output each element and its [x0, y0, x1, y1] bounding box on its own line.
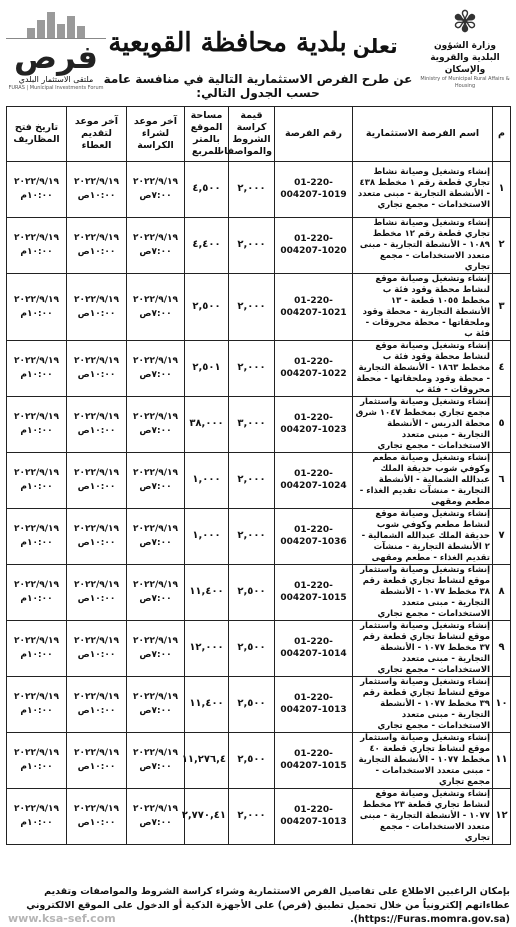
- site-area: ٤,٤٠٠: [185, 217, 229, 273]
- bid-deadline-date: ٢٠٢٢/٩/١٩: [73, 804, 120, 814]
- envelope-opening-date: ٢٠٢٢/٩/١٩: [13, 804, 60, 814]
- col-header: تاريخ فتح المظاريف: [7, 107, 67, 162]
- opportunity-name: إنشاء وتشغيل وصيانة نشاط تجاري قطعة رقم ١ مخطط ٤٣٨ - الأنشطة التجارية - مبنى متعدد الاستخدامات - مجمع تجاري: [353, 162, 493, 218]
- ministry-logo: [420, 6, 510, 102]
- bid-deadline-time: ١٠:٠٠ص: [77, 191, 116, 202]
- buy-deadline-date: ٢٠٢٢/٩/١٩: [132, 233, 179, 243]
- envelope-opening-time: ١٠:٠٠م: [20, 594, 53, 604]
- booklet-fee: ٢,٥٠٠: [229, 564, 275, 620]
- envelope-opening-date: ٢٠٢٢/٩/١٩: [13, 468, 60, 478]
- envelope-opening-date: ٢٠٢٢/٩/١٩: [13, 748, 60, 758]
- site-area: ١,٠٠٠: [185, 508, 229, 564]
- skyline-icon: [6, 8, 106, 39]
- bid-deadline: [67, 732, 127, 788]
- site-area: ١١,٢٧٦,٤: [185, 732, 229, 788]
- furas-subtitle-en: FURAS | Municipal Investments Forum: [8, 85, 104, 91]
- envelope-opening: [7, 340, 67, 396]
- envelope-opening-date: ٢٠٢٢/٩/١٩: [13, 177, 60, 188]
- buy-deadline-date: ٢٠٢٢/٩/١٩: [132, 804, 179, 814]
- table-row: [7, 620, 511, 676]
- opportunity-ref: 01-220-004207-1024: [275, 452, 353, 508]
- bid-deadline: [67, 396, 127, 452]
- table-row: [7, 162, 511, 218]
- opportunity-ref: 01-220-004207-1015: [275, 564, 353, 620]
- envelope-opening-date: ٢٠٢٢/٩/١٩: [13, 412, 60, 422]
- envelope-opening-time: ١٠:٠٠م: [20, 308, 53, 319]
- buy-deadline: [127, 788, 185, 844]
- opportunity-name: إنشاء وتشغيل وصيانة موقع لنشاط تجاري قطعة ٢٣ مخطط ١٠٧٧ - الأنشطة التجارية - مبنى متعدد الاستخدامات - مجمع تجاري: [353, 788, 493, 844]
- envelope-opening: [7, 564, 67, 620]
- header: [0, 0, 516, 108]
- table-row: [7, 452, 511, 508]
- bid-deadline: [67, 273, 127, 340]
- buy-deadline-time: ٧:٠٠ص: [139, 594, 172, 604]
- site-area: ٣٨,٠٠٠: [185, 396, 229, 452]
- buy-deadline-time: ٧:٠٠ص: [139, 426, 172, 436]
- bid-deadline: [67, 620, 127, 676]
- bid-deadline: [67, 564, 127, 620]
- buy-deadline-time: ٧:٠٠ص: [139, 308, 172, 319]
- envelope-opening-time: ١٠:٠٠م: [20, 538, 53, 548]
- envelope-opening: [7, 676, 67, 732]
- opportunity-ref: 01-220-004207-1022: [275, 340, 353, 396]
- booklet-fee: ٢,٠٠٠: [229, 273, 275, 340]
- envelope-opening: [7, 162, 67, 218]
- buy-deadline: [127, 396, 185, 452]
- envelope-opening: [7, 273, 67, 340]
- bid-deadline-date: ٢٠٢٢/٩/١٩: [73, 524, 120, 534]
- envelope-opening: [7, 732, 67, 788]
- bid-deadline-date: ٢٠٢٢/٩/١٩: [73, 356, 120, 366]
- opportunity-name: إنشاء وتشغيل وصيانة واستثمار موقع لنشاط تجاري قطعة رقم ٣٨ مخطط ١٠٧٧ - الأنشطة التجارية - مبنى متعدد الاستخدامات - مجمع تجاري: [353, 564, 493, 620]
- opportunity-ref: 01-220-004207-1013: [275, 676, 353, 732]
- booklet-fee: ٢,٥٠٠: [229, 620, 275, 676]
- row-number: ١٠: [493, 676, 511, 732]
- booklet-fee: ٢,٥٠٠: [229, 676, 275, 732]
- booklet-fee: ٢,٠٠٠: [229, 452, 275, 508]
- site-area: ٢,٧٧٠,٤١: [185, 788, 229, 844]
- envelope-opening-time: ١٠:٠٠م: [20, 762, 53, 772]
- ministry-name-en: Ministry of Municipal Rural Affairs & Housing: [420, 76, 510, 89]
- furas-subtitle: ملتقى الاستثمار البلدي: [18, 75, 94, 84]
- furas-logo: [6, 8, 106, 98]
- row-number: ١: [493, 162, 511, 218]
- table-row: [7, 732, 511, 788]
- buy-deadline: [127, 620, 185, 676]
- bid-deadline-time: ١٠:٠٠ص: [77, 818, 116, 828]
- opportunity-name: إنشاء وتشغيل وصيانة واستثمار مجمع تجاري بمخطط ١٠٤٧ شرق محطة الدريس - الأنشطة التجارية - مبنى متعدد الاستخدامات - مجمع تجاري: [353, 396, 493, 452]
- buy-deadline-time: ٧:٠٠ص: [139, 191, 172, 202]
- bid-deadline-time: ١٠:٠٠ص: [77, 370, 116, 380]
- buy-deadline: [127, 676, 185, 732]
- envelope-opening: [7, 452, 67, 508]
- opportunity-ref: 01-220-004207-1013: [275, 788, 353, 844]
- table-row: [7, 396, 511, 452]
- table-row: [7, 340, 511, 396]
- buy-deadline: [127, 732, 185, 788]
- row-number: ٣: [493, 273, 511, 340]
- bid-deadline-time: ١٠:٠٠ص: [77, 482, 116, 492]
- buy-deadline-date: ٢٠٢٢/٩/١٩: [132, 356, 179, 366]
- buy-deadline: [127, 217, 185, 273]
- site-area: ١٢,٠٠٠: [185, 620, 229, 676]
- envelope-opening-date: ٢٠٢٢/٩/١٩: [13, 294, 60, 305]
- row-number: ٢: [493, 217, 511, 273]
- opportunity-ref: 01-220-004207-1019: [275, 162, 353, 218]
- booklet-fee: ٢,٠٠٠: [229, 788, 275, 844]
- buy-deadline-time: ٧:٠٠ص: [139, 370, 172, 380]
- headline: [108, 26, 398, 58]
- buy-deadline: [127, 273, 185, 340]
- row-number: ٩: [493, 620, 511, 676]
- envelope-opening-time: ١٠:٠٠م: [20, 818, 53, 828]
- opportunity-name: إنشاء وتشغيل وصيانة واستثمار موقع لنشاط تجاري قطعة رقم ٣٧ مخطط ١٠٧٧ - الأنشطة التجارية - مبنى متعدد الاستخدامات - مجمع تجاري: [353, 620, 493, 676]
- envelope-opening-date: ٢٠٢٢/٩/١٩: [13, 524, 60, 534]
- site-area: ٢,٥٠٠: [185, 273, 229, 340]
- buy-deadline-date: ٢٠٢٢/٩/١٩: [132, 748, 179, 758]
- envelope-opening-time: ١٠:٠٠م: [20, 482, 53, 492]
- opportunity-ref: 01-220-004207-1014: [275, 620, 353, 676]
- bid-deadline-time: ١٠:٠٠ص: [77, 426, 116, 436]
- buy-deadline: [127, 162, 185, 218]
- watermark: www.ksa-sef.com: [8, 912, 116, 925]
- buy-deadline-time: ٧:٠٠ص: [139, 706, 172, 716]
- bid-deadline-date: ٢٠٢٢/٩/١٩: [73, 294, 120, 305]
- buy-deadline-date: ٢٠٢٢/٩/١٩: [132, 468, 179, 478]
- table-row: [7, 788, 511, 844]
- page-title: بلدية محافظة القويعية: [108, 28, 347, 58]
- row-number: ٤: [493, 340, 511, 396]
- bid-deadline: [67, 508, 127, 564]
- site-area: ٤,٥٠٠: [185, 162, 229, 218]
- row-number: ٧: [493, 508, 511, 564]
- row-number: ٦: [493, 452, 511, 508]
- buy-deadline-time: ٧:٠٠ص: [139, 650, 172, 660]
- envelope-opening-date: ٢٠٢٢/٩/١٩: [13, 692, 60, 702]
- buy-deadline-date: ٢٠٢٢/٩/١٩: [132, 177, 179, 188]
- buy-deadline-date: ٢٠٢٢/٩/١٩: [132, 580, 179, 590]
- intro-line: عن طرح الفرص الاستثمارية التالية في منافسة عامة حسب الجدول التالي:: [103, 72, 413, 100]
- col-header: اسم الفرصة الاستثمارية: [353, 107, 493, 162]
- bid-deadline: [67, 676, 127, 732]
- table-row: [7, 676, 511, 732]
- site-area: ١١,٤٠٠: [185, 564, 229, 620]
- booklet-fee: ٢,٠٠٠: [229, 508, 275, 564]
- opportunity-ref: 01-220-004207-1023: [275, 396, 353, 452]
- envelope-opening: [7, 788, 67, 844]
- row-number: ١١: [493, 732, 511, 788]
- table-row: [7, 273, 511, 340]
- buy-deadline: [127, 508, 185, 564]
- buy-deadline-date: ٢٠٢٢/٩/١٩: [132, 524, 179, 534]
- envelope-opening-time: ١٠:٠٠م: [20, 191, 53, 202]
- envelope-opening: [7, 508, 67, 564]
- site-area: ١١,٤٠٠: [185, 676, 229, 732]
- envelope-opening-date: ٢٠٢٢/٩/١٩: [13, 233, 60, 243]
- bid-deadline: [67, 452, 127, 508]
- booklet-fee: ٢,٠٠٠: [229, 162, 275, 218]
- col-header: آخر موعد لتقديم العطاء: [67, 107, 127, 162]
- buy-deadline: [127, 564, 185, 620]
- col-header: آخر موعد لشراء الكراسة: [127, 107, 185, 162]
- buy-deadline-time: ٧:٠٠ص: [139, 482, 172, 492]
- opportunity-name: إنشاء وتشغيل وصيانة واستثمار موقع لنشاط تجاري قطعة رقم ٣٩ مخطط ١٠٧٧ - الأنشطة التجارية - مبنى متعدد الاستخدامات - مجمع تجاري: [353, 676, 493, 732]
- buy-deadline-date: ٢٠٢٢/٩/١٩: [132, 412, 179, 422]
- buy-deadline-time: ٧:٠٠ص: [139, 538, 172, 548]
- table-row: [7, 564, 511, 620]
- footer-note: بإمكان الراغبين الاطلاع على تفاصيل الفرص الاستثمارية وشراء كراسة الشروط والمواصفات وتقديم عطاءاتهم إلكترونياً من خلال تحميل تطبيق (فرص) على الأجهزة الذكية أو الدخول على الموقع الالكتروني (https://Furas.momra.gov.sa).: [26, 886, 510, 925]
- row-number: ١٢: [493, 788, 511, 844]
- bid-deadline: [67, 162, 127, 218]
- table-row: [7, 217, 511, 273]
- col-header: رقم الفرصة: [275, 107, 353, 162]
- row-number: ٨: [493, 564, 511, 620]
- booklet-fee: ٣,٠٠٠: [229, 396, 275, 452]
- envelope-opening-time: ١٠:٠٠م: [20, 426, 53, 436]
- col-header: قيمة كراسة الشروط والمواصفات: [229, 107, 275, 162]
- col-header: م: [493, 107, 511, 162]
- bid-deadline-date: ٢٠٢٢/٩/١٩: [73, 748, 120, 758]
- bid-deadline-date: ٢٠٢٢/٩/١٩: [73, 412, 120, 422]
- table-header-row: [7, 107, 511, 162]
- envelope-opening-time: ١٠:٠٠م: [20, 706, 53, 716]
- opportunity-name: إنشاء وتشغيل وصيانة موقع لنشاط محطة وقود فئة ب مخطط ١٨٦٣ - الأنشطة التجارية - محطة وقود وملحقاتها - محطة محروقات - فئة ب: [353, 340, 493, 396]
- bid-deadline-date: ٢٠٢٢/٩/١٩: [73, 580, 120, 590]
- opportunity-name: إنشاء وتشغيل وصيانة نشاط تجاري قطعة رقم ١٢ مخطط ١٠٨٩ - الأنشطة التجارية - مبنى متعدد الاستخدامات - مجمع تجاري: [353, 217, 493, 273]
- bid-deadline-date: ٢٠٢٢/٩/١٩: [73, 692, 120, 702]
- bid-deadline-time: ١٠:٠٠ص: [77, 762, 116, 772]
- buy-deadline-date: ٢٠٢٢/٩/١٩: [132, 692, 179, 702]
- envelope-opening-time: ١٠:٠٠م: [20, 650, 53, 660]
- envelope-opening-date: ٢٠٢٢/٩/١٩: [13, 356, 60, 366]
- opportunity-ref: 01-220-004207-1036: [275, 508, 353, 564]
- booklet-fee: ٢,٠٠٠: [229, 217, 275, 273]
- bid-deadline-date: ٢٠٢٢/٩/١٩: [73, 233, 120, 243]
- opportunity-ref: 01-220-004207-1021: [275, 273, 353, 340]
- buy-deadline-date: ٢٠٢٢/٩/١٩: [132, 294, 179, 305]
- buy-deadline-time: ٧:٠٠ص: [139, 247, 172, 257]
- bid-deadline-date: ٢٠٢٢/٩/١٩: [73, 636, 120, 646]
- row-number: ٥: [493, 396, 511, 452]
- envelope-opening: [7, 620, 67, 676]
- opportunity-name: إنشاء وتشغيل وصيانة موقع لنشاط مطعم وكوفي شوب حديقة الملك عبدالله الشمالية - ٢ الأنشطة التجارية - منشآت تقديم الغذاء - مطعم ومقهى: [353, 508, 493, 564]
- bid-deadline-time: ١٠:٠٠ص: [77, 538, 116, 548]
- opportunities-table: [6, 106, 511, 845]
- envelope-opening-date: ٢٠٢٢/٩/١٩: [13, 636, 60, 646]
- bid-deadline: [67, 217, 127, 273]
- site-area: ٢,٥٠١: [185, 340, 229, 396]
- booklet-fee: ٢,٥٠٠: [229, 732, 275, 788]
- envelope-opening: [7, 396, 67, 452]
- buy-deadline-time: ٧:٠٠ص: [139, 818, 172, 828]
- bid-deadline-date: ٢٠٢٢/٩/١٩: [73, 177, 120, 188]
- opportunity-ref: 01-220-004207-1020: [275, 217, 353, 273]
- site-area: ١,٠٠٠: [185, 452, 229, 508]
- announce-word: تعلن: [352, 34, 398, 58]
- table-body: [7, 162, 511, 845]
- envelope-opening-time: ١٠:٠٠م: [20, 370, 53, 380]
- bid-deadline-time: ١٠:٠٠ص: [77, 594, 116, 604]
- opportunity-name: إنشاء وتشغيل وصيانة موقع لنشاط محطة وقود فئة ب مخطط ١٠٥٥ قطعة - ١٣ الأنشطة التجارية - محطة وقود وملحقاتها - محطة محروقات - فئة ب: [353, 273, 493, 340]
- envelope-opening-date: ٢٠٢٢/٩/١٩: [13, 580, 60, 590]
- palm-swords-icon: ✾: [452, 5, 478, 40]
- bid-deadline-date: ٢٠٢٢/٩/١٩: [73, 468, 120, 478]
- bid-deadline-time: ١٠:٠٠ص: [77, 706, 116, 716]
- booklet-fee: ٢,٠٠٠: [229, 340, 275, 396]
- buy-deadline-date: ٢٠٢٢/٩/١٩: [132, 636, 179, 646]
- ministry-name: وزارة الشؤون البلدية والقروية والإسكان: [430, 41, 500, 75]
- opportunity-name: إنشاء وتشغيل وصيانة واستثمار موقع لنشاط تجاري قطعة ٤٠ مخطط ١٠٧٧ - الأنشطة التجارية - مبنى متعدد الاستخدامات - مجمع تجاري: [353, 732, 493, 788]
- opportunity-ref: 01-220-004207-1015: [275, 732, 353, 788]
- envelope-opening-time: ١٠:٠٠م: [20, 247, 53, 257]
- furas-wordmark: فرص: [14, 38, 98, 76]
- envelope-opening: [7, 217, 67, 273]
- bid-deadline-time: ١٠:٠٠ص: [77, 247, 116, 257]
- bid-deadline: [67, 340, 127, 396]
- col-header: مساحة الموقع بالمتر المربع: [185, 107, 229, 162]
- opportunity-name: إنشاء وتشغيل وصيانة مطعم وكوفي شوب حديقة الملك عبدالله الشمالية - الأنشطة التجارية - منشآت تقديم الغذاء - مطعم ومقهى: [353, 452, 493, 508]
- buy-deadline: [127, 452, 185, 508]
- table-row: [7, 508, 511, 564]
- bid-deadline-time: ١٠:٠٠ص: [77, 650, 116, 660]
- buy-deadline-time: ٧:٠٠ص: [139, 762, 172, 772]
- bid-deadline: [67, 788, 127, 844]
- buy-deadline: [127, 340, 185, 396]
- bid-deadline-time: ١٠:٠٠ص: [77, 308, 116, 319]
